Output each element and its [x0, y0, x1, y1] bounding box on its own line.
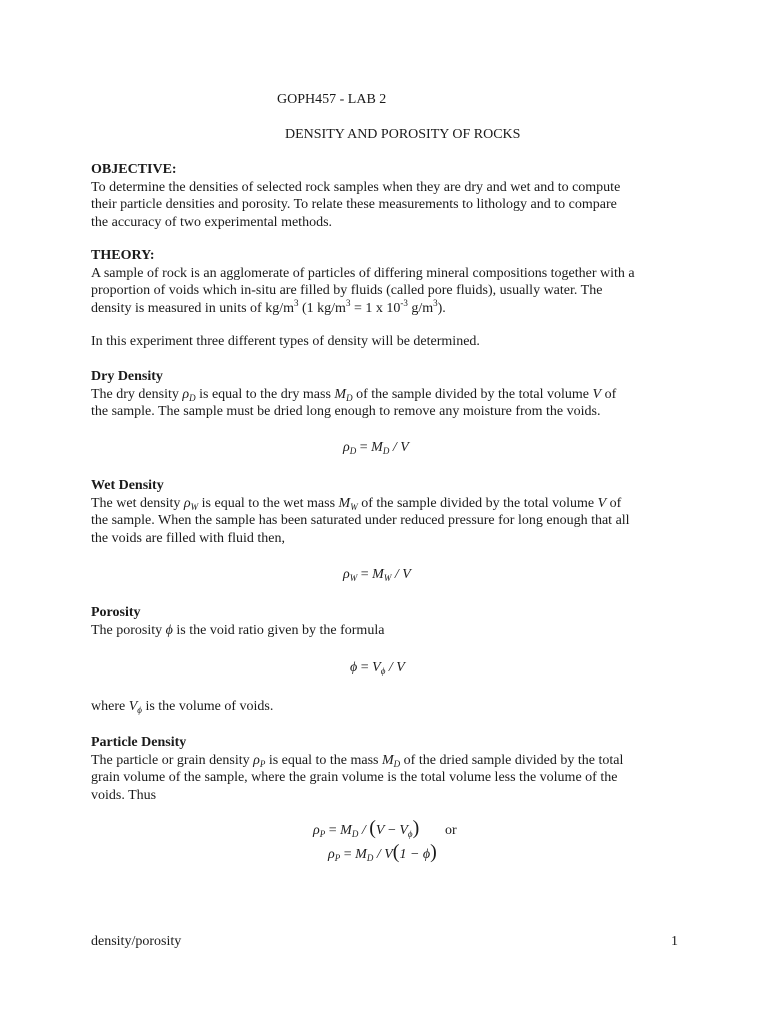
wet-density-heading: Wet Density [91, 478, 164, 493]
dry-density-line: The dry density $\rho_D$ is equal to the dry mass $M_D$ of the sample divided by the total volume V of [91, 386, 617, 403]
porosity-where: where $V_\phi$ is the volume of voids. [91, 699, 274, 715]
theory-line-units: density is measured in units of $kg/m^3$ (1 $kg/m^3 = 1$ x $10^{-3}$ $g/m^3$). [91, 297, 446, 316]
footer-left: density/porosity [91, 934, 182, 949]
porosity-line: The porosity ϕ is the void ratio given by the formula [91, 622, 385, 638]
particle-density-equation-1: $\rho_P = M_D / (V - V_\phi)$ [313, 817, 420, 839]
theory-line: A sample of rock is an agglomerate of particles of differing mineral compositions together with a [91, 265, 635, 281]
wet-density-line: The wet density $\rho_W$ is equal to the wet mass $M_W$ of the sample divided by the total volume V of [91, 495, 622, 512]
theory-heading: THEORY: [91, 248, 155, 263]
objective-line: the accuracy of two experimental methods. [91, 214, 333, 230]
dry-density-heading: Dry Density [91, 369, 163, 384]
particle-density-heading: Particle Density [91, 735, 187, 750]
particle-density-equation-2: $\rho_P = M_D / V(1 - \phi)$ [328, 841, 437, 863]
wet-density-line: the sample. When the sample has been saturated under reduced pressure for long enough that all [91, 513, 630, 528]
objective-line: their particle densities and porosity. To relate these measurements to lithology and to compare [91, 197, 617, 212]
dry-density-section [91, 368, 691, 421]
course-line: GOPH457 - LAB 2 [277, 92, 387, 107]
particle-density-line: voids. Thus [91, 787, 157, 803]
particle-density-section [91, 734, 691, 804]
dry-density-equation: $\rho_D = M_D / V$ [343, 440, 409, 456]
theory-line: proportion of voids which in-situ are filled by fluids (called pore fluids), usually water. The [91, 283, 603, 298]
objective-section [91, 161, 691, 231]
theory-intro: In this experiment three different types of density will be determined. [91, 334, 480, 349]
porosity-heading: Porosity [91, 605, 141, 620]
equation-or: or [445, 823, 457, 838]
particle-density-line: The particle or grain density $\rho_P$ is equal to the mass $M_D$ of the dried sample divided by the total [91, 752, 624, 769]
porosity-section [91, 604, 691, 639]
particle-density-line: grain volume of the sample, where the grain volume is the total volume less the volume of the [91, 770, 618, 785]
document-title: DENSITY AND POROSITY OF ROCKS [285, 127, 521, 142]
porosity-equation: $\phi = V_\phi / V$ [350, 660, 405, 676]
dry-density-line: the sample. The sample must be dried long enough to remove any moisture from the voids. [91, 404, 601, 419]
wet-density-equation: $\rho_W = M_W / V$ [343, 567, 411, 583]
objective-heading: OBJECTIVE: [91, 162, 177, 177]
theory-section [91, 247, 691, 317]
objective-line: To determine the densities of selected rock samples when they are dry and wet and to compute [91, 179, 621, 195]
wet-density-line: the voids are filled with fluid then, [91, 530, 286, 546]
page-number: 1 [671, 934, 678, 949]
wet-density-section [91, 477, 691, 547]
